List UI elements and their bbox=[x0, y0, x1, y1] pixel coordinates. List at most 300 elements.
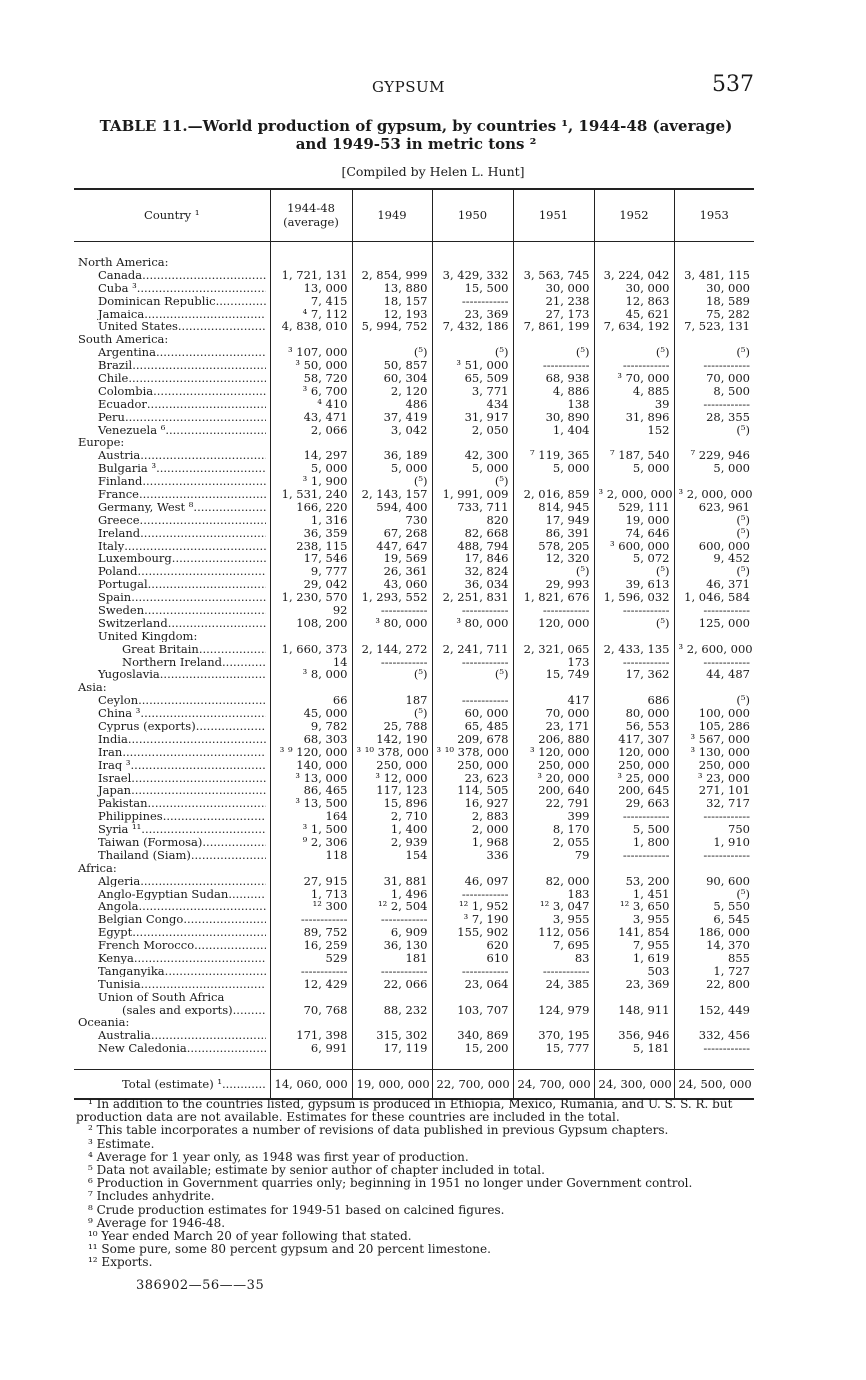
value-cell: 578, 205 bbox=[513, 539, 594, 552]
value-cell: 60, 304 bbox=[352, 372, 432, 385]
value-cell bbox=[432, 990, 513, 1003]
total-cell: 24, 300, 000 bbox=[594, 1069, 674, 1099]
value-cell: ------------ bbox=[674, 604, 754, 617]
country-cell: China ³ ..... bbox=[74, 707, 270, 720]
value-cell: 5, 550 bbox=[674, 900, 754, 913]
value-cell: (⁵) bbox=[674, 694, 754, 707]
country-cell: Great Britain ..... bbox=[74, 642, 270, 655]
table-row bbox=[74, 462, 754, 475]
value-cell: 37, 419 bbox=[352, 410, 432, 423]
value-cell bbox=[270, 1016, 352, 1029]
value-cell: 3, 771 bbox=[432, 384, 513, 397]
value-cell bbox=[594, 990, 674, 1003]
country-cell: Italy ..... bbox=[74, 539, 270, 552]
value-cell: 66 bbox=[270, 694, 352, 707]
value-cell: ³ 80, 000 bbox=[352, 616, 432, 629]
country-cell: United States ..... bbox=[74, 320, 270, 333]
country-cell: Belgian Congo ..... bbox=[74, 913, 270, 926]
table-row bbox=[74, 539, 754, 552]
value-cell: ------------ bbox=[594, 359, 674, 372]
country-cell: Syria ¹¹ ..... bbox=[74, 823, 270, 836]
value-cell: 27, 173 bbox=[513, 307, 594, 320]
value-cell: 4, 838, 010 bbox=[270, 320, 352, 333]
value-cell bbox=[594, 436, 674, 449]
value-cell: 12, 320 bbox=[513, 552, 594, 565]
value-cell: 447, 647 bbox=[352, 539, 432, 552]
value-cell bbox=[513, 256, 594, 269]
table-row bbox=[74, 913, 754, 926]
value-cell: ⁴ 410 bbox=[270, 397, 352, 410]
value-cell: (⁵) bbox=[432, 475, 513, 488]
value-cell: 820 bbox=[432, 513, 513, 526]
value-cell: 332, 456 bbox=[674, 1029, 754, 1042]
value-cell bbox=[513, 333, 594, 346]
value-cell: 12, 863 bbox=[594, 294, 674, 307]
table-row bbox=[74, 874, 754, 887]
value-cell: (⁵) bbox=[674, 423, 754, 436]
value-cell bbox=[674, 256, 754, 269]
country-cell: Israel ..... bbox=[74, 771, 270, 784]
table-row bbox=[74, 281, 754, 294]
footnote: ⁷ Includes anhydrite. bbox=[88, 1189, 215, 1204]
value-cell: 336 bbox=[432, 848, 513, 861]
value-cell: 103, 707 bbox=[432, 1003, 513, 1016]
value-cell: ³ 7, 190 bbox=[432, 913, 513, 926]
value-cell bbox=[270, 436, 352, 449]
value-cell: 4, 886 bbox=[513, 384, 594, 397]
value-cell: ⁹ 2, 306 bbox=[270, 836, 352, 849]
value-cell: ------------ bbox=[674, 1042, 754, 1055]
country-cell: Canada ..... bbox=[74, 268, 270, 281]
value-cell bbox=[352, 256, 432, 269]
value-cell: 9, 782 bbox=[270, 720, 352, 733]
value-cell: 32, 717 bbox=[674, 797, 754, 810]
col-header: 1944-48 (average) bbox=[270, 189, 352, 241]
running-header bbox=[0, 72, 866, 102]
value-cell: (⁵) bbox=[674, 565, 754, 578]
value-cell bbox=[674, 333, 754, 346]
value-cell: 1, 619 bbox=[594, 952, 674, 965]
table-row bbox=[74, 745, 754, 758]
country-cell: Austria ..... bbox=[74, 449, 270, 462]
value-cell: 1, 660, 373 bbox=[270, 642, 352, 655]
value-cell: 186, 000 bbox=[674, 926, 754, 939]
page-number: 537 bbox=[712, 72, 754, 97]
table-row bbox=[74, 926, 754, 939]
value-cell: 31, 896 bbox=[594, 410, 674, 423]
value-cell: ³ 120, 000 bbox=[513, 745, 594, 758]
value-cell: 17, 949 bbox=[513, 513, 594, 526]
value-cell bbox=[674, 861, 754, 874]
table-row bbox=[74, 488, 754, 501]
value-cell: 125, 000 bbox=[674, 616, 754, 629]
footnote: ² This table incorporates a number of revisions of data published in previous Gypsum chapters. bbox=[88, 1123, 669, 1138]
table-row bbox=[74, 668, 754, 681]
table-row bbox=[74, 423, 754, 436]
value-cell: 209, 678 bbox=[432, 732, 513, 745]
country-cell: Thailand (Siam) ..... bbox=[74, 848, 270, 861]
col-header: 1953 bbox=[674, 189, 754, 241]
country-cell: Yugoslavia ..... bbox=[74, 668, 270, 681]
value-cell: 250, 000 bbox=[594, 758, 674, 771]
value-cell: 30, 000 bbox=[594, 281, 674, 294]
value-cell: 88, 232 bbox=[352, 1003, 432, 1016]
value-cell: (⁵) bbox=[352, 668, 432, 681]
table-row bbox=[74, 655, 754, 668]
spacer-row bbox=[74, 241, 754, 256]
value-cell: ³ 80, 000 bbox=[432, 616, 513, 629]
value-cell: 503 bbox=[594, 964, 674, 977]
total-cell: 14, 060, 000 bbox=[270, 1069, 352, 1099]
table-row bbox=[74, 642, 754, 655]
value-cell: 750 bbox=[674, 823, 754, 836]
value-cell: 3, 042 bbox=[352, 423, 432, 436]
value-cell: 399 bbox=[513, 810, 594, 823]
value-cell: ------------ bbox=[270, 913, 352, 926]
country-cell: Angola ..... bbox=[74, 900, 270, 913]
value-cell: 23, 171 bbox=[513, 720, 594, 733]
table-row bbox=[74, 410, 754, 423]
value-cell: 6, 909 bbox=[352, 926, 432, 939]
value-cell bbox=[594, 629, 674, 642]
value-cell bbox=[270, 681, 352, 694]
value-cell bbox=[432, 333, 513, 346]
table-row bbox=[74, 565, 754, 578]
value-cell: ³ 130, 000 bbox=[674, 745, 754, 758]
country-cell: France ..... bbox=[74, 488, 270, 501]
table-row bbox=[74, 797, 754, 810]
country-cell: Anglo-Egyptian Sudan ..... bbox=[74, 887, 270, 900]
value-cell: 142, 190 bbox=[352, 732, 432, 745]
value-cell: 5, 000 bbox=[594, 462, 674, 475]
total-cell: 24, 700, 000 bbox=[513, 1069, 594, 1099]
footnotes bbox=[76, 1098, 756, 1270]
value-cell: ------------ bbox=[432, 964, 513, 977]
value-cell: 70, 000 bbox=[513, 707, 594, 720]
value-cell: 12, 193 bbox=[352, 307, 432, 320]
value-cell: 1, 316 bbox=[270, 513, 352, 526]
value-cell: 9, 777 bbox=[270, 565, 352, 578]
value-cell: 7, 634, 192 bbox=[594, 320, 674, 333]
value-cell: 7, 432, 186 bbox=[432, 320, 513, 333]
section-title: GYPSUM bbox=[372, 78, 445, 96]
value-cell: 82, 668 bbox=[432, 526, 513, 539]
value-cell: 32, 824 bbox=[432, 565, 513, 578]
value-cell: 29, 042 bbox=[270, 578, 352, 591]
value-cell: 124, 979 bbox=[513, 1003, 594, 1016]
value-cell: 1, 230, 570 bbox=[270, 591, 352, 604]
value-cell bbox=[270, 990, 352, 1003]
value-cell: 5, 000 bbox=[674, 462, 754, 475]
header-row bbox=[74, 189, 754, 241]
value-cell bbox=[270, 256, 352, 269]
value-cell: ³ 51, 000 bbox=[432, 359, 513, 372]
value-cell: ⁴ 7, 112 bbox=[270, 307, 352, 320]
value-cell bbox=[674, 629, 754, 642]
table-row bbox=[74, 359, 754, 372]
value-cell: (⁵) bbox=[432, 346, 513, 359]
value-cell: ------------ bbox=[513, 604, 594, 617]
table-row bbox=[74, 990, 754, 1003]
col-header: 1951 bbox=[513, 189, 594, 241]
value-cell: 2, 144, 272 bbox=[352, 642, 432, 655]
table-row bbox=[74, 771, 754, 784]
value-cell: (⁵) bbox=[674, 526, 754, 539]
value-cell: 13, 880 bbox=[352, 281, 432, 294]
value-cell: ------------ bbox=[432, 694, 513, 707]
value-cell: ------------ bbox=[432, 604, 513, 617]
table-row bbox=[74, 887, 754, 900]
value-cell: ------------ bbox=[594, 604, 674, 617]
value-cell: 31, 917 bbox=[432, 410, 513, 423]
value-cell: 7, 695 bbox=[513, 939, 594, 952]
value-cell: 1, 046, 584 bbox=[674, 591, 754, 604]
value-cell bbox=[270, 333, 352, 346]
value-cell: 7, 523, 131 bbox=[674, 320, 754, 333]
value-cell: 67, 268 bbox=[352, 526, 432, 539]
value-cell: 74, 646 bbox=[594, 526, 674, 539]
value-cell: 44, 487 bbox=[674, 668, 754, 681]
value-cell: 1, 910 bbox=[674, 836, 754, 849]
value-cell: 23, 623 bbox=[432, 771, 513, 784]
value-cell: 370, 195 bbox=[513, 1029, 594, 1042]
col-header: 1949 bbox=[352, 189, 432, 241]
country-cell: Tanganyika ..... bbox=[74, 964, 270, 977]
value-cell: 7, 955 bbox=[594, 939, 674, 952]
value-cell: 14 bbox=[270, 655, 352, 668]
value-cell: 238, 115 bbox=[270, 539, 352, 552]
value-cell: 733, 711 bbox=[432, 500, 513, 513]
country-cell: Greece ..... bbox=[74, 513, 270, 526]
value-cell: ------------ bbox=[352, 913, 432, 926]
value-cell: 138 bbox=[513, 397, 594, 410]
value-cell: 23, 369 bbox=[594, 977, 674, 990]
value-cell: 80, 000 bbox=[594, 707, 674, 720]
value-cell: 25, 788 bbox=[352, 720, 432, 733]
value-cell: ³ 2, 000, 000 bbox=[594, 488, 674, 501]
country-cell: Union of South Africa bbox=[98, 990, 225, 1004]
value-cell bbox=[513, 629, 594, 642]
value-cell bbox=[594, 475, 674, 488]
table-row bbox=[74, 823, 754, 836]
table-title-line2: and 1949-53 in metric tons ² bbox=[295, 135, 537, 153]
value-cell: 171, 398 bbox=[270, 1029, 352, 1042]
value-cell: 27, 915 bbox=[270, 874, 352, 887]
value-cell: 3, 481, 115 bbox=[674, 268, 754, 281]
value-cell: 814, 945 bbox=[513, 500, 594, 513]
value-cell: 1, 531, 240 bbox=[270, 488, 352, 501]
value-cell: ------------ bbox=[674, 359, 754, 372]
value-cell: 2, 055 bbox=[513, 836, 594, 849]
value-cell: 2, 016, 859 bbox=[513, 488, 594, 501]
production-table bbox=[74, 188, 754, 1100]
value-cell: 2, 251, 831 bbox=[432, 591, 513, 604]
value-cell: ------------ bbox=[594, 810, 674, 823]
value-cell: ³ 600, 000 bbox=[594, 539, 674, 552]
value-cell: ¹² 3, 650 bbox=[594, 900, 674, 913]
country-cell: Peru ..... bbox=[74, 410, 270, 423]
value-cell: 75, 282 bbox=[674, 307, 754, 320]
value-cell: ------------ bbox=[432, 655, 513, 668]
value-cell: 152 bbox=[594, 423, 674, 436]
value-cell: 623, 961 bbox=[674, 500, 754, 513]
value-cell: 6, 545 bbox=[674, 913, 754, 926]
value-cell: 43, 060 bbox=[352, 578, 432, 591]
value-cell: 17, 846 bbox=[432, 552, 513, 565]
value-cell: 2, 066 bbox=[270, 423, 352, 436]
spacer-row bbox=[74, 1055, 754, 1070]
value-cell: 29, 993 bbox=[513, 578, 594, 591]
value-cell: 22, 800 bbox=[674, 977, 754, 990]
value-cell: (⁵) bbox=[513, 565, 594, 578]
value-cell bbox=[594, 333, 674, 346]
footnote: ⁶ Production in Government quarries only; beginning in 1951 no longer under Government control. bbox=[88, 1176, 693, 1191]
value-cell: 5, 000 bbox=[432, 462, 513, 475]
value-cell: 3, 224, 042 bbox=[594, 268, 674, 281]
value-cell: 31, 881 bbox=[352, 874, 432, 887]
value-cell: 22, 066 bbox=[352, 977, 432, 990]
value-cell: 70, 000 bbox=[674, 372, 754, 385]
value-cell: 1, 721, 131 bbox=[270, 268, 352, 281]
value-cell: 2, 120 bbox=[352, 384, 432, 397]
total-cell: 24, 500, 000 bbox=[674, 1069, 754, 1099]
country-cell: Chile ..... bbox=[74, 372, 270, 385]
value-cell: 620 bbox=[432, 939, 513, 952]
value-cell bbox=[352, 861, 432, 874]
country-cell: Oceania: bbox=[78, 1016, 130, 1029]
value-cell: 1, 991, 009 bbox=[432, 488, 513, 501]
value-cell: ³ 70, 000 bbox=[594, 372, 674, 385]
value-cell: 65, 485 bbox=[432, 720, 513, 733]
table-row bbox=[74, 964, 754, 977]
value-cell: 105, 286 bbox=[674, 720, 754, 733]
table-row bbox=[74, 1029, 754, 1042]
value-cell: 86, 465 bbox=[270, 784, 352, 797]
value-cell: 148, 911 bbox=[594, 1003, 674, 1016]
value-cell: 250, 000 bbox=[352, 758, 432, 771]
value-cell: 68, 938 bbox=[513, 372, 594, 385]
country-cell: Finland ..... bbox=[74, 475, 270, 488]
value-cell: 315, 302 bbox=[352, 1029, 432, 1042]
country-cell: Germany, West ⁸ ..... bbox=[74, 500, 270, 513]
value-cell: ³ 567, 000 bbox=[674, 732, 754, 745]
value-cell: ------------ bbox=[594, 848, 674, 861]
footnote: ³ Estimate. bbox=[88, 1136, 155, 1151]
country-cell: South America: bbox=[78, 332, 169, 346]
value-cell: 56, 553 bbox=[594, 720, 674, 733]
value-cell: 173 bbox=[513, 655, 594, 668]
country-cell: Venezuela ⁶ ..... bbox=[74, 423, 270, 436]
value-cell: 2, 883 bbox=[432, 810, 513, 823]
total-cell: 22, 700, 000 bbox=[432, 1069, 513, 1099]
value-cell: 18, 589 bbox=[674, 294, 754, 307]
value-cell: 183 bbox=[513, 887, 594, 900]
value-cell: 36, 130 bbox=[352, 939, 432, 952]
table-row bbox=[74, 732, 754, 745]
table-title-line1: TABLE 11.—World production of gypsum, by countries ¹, 1944-48 (average) bbox=[99, 117, 733, 135]
value-cell: 26, 361 bbox=[352, 565, 432, 578]
value-cell: 24, 385 bbox=[513, 977, 594, 990]
value-cell: 60, 000 bbox=[432, 707, 513, 720]
value-cell: ------------ bbox=[674, 655, 754, 668]
value-cell: 5, 181 bbox=[594, 1042, 674, 1055]
value-cell: 30, 890 bbox=[513, 410, 594, 423]
value-cell: 14, 297 bbox=[270, 449, 352, 462]
value-cell: 46, 371 bbox=[674, 578, 754, 591]
value-cell: ³ 23, 000 bbox=[674, 771, 754, 784]
value-cell bbox=[432, 629, 513, 642]
country-cell: Japan ..... bbox=[74, 784, 270, 797]
value-cell: 529, 111 bbox=[594, 500, 674, 513]
value-cell: 181 bbox=[352, 952, 432, 965]
value-cell: 42, 300 bbox=[432, 449, 513, 462]
value-cell: 594, 400 bbox=[352, 500, 432, 513]
country-cell: Cyprus (exports) ..... bbox=[74, 720, 270, 733]
value-cell: (⁵) bbox=[352, 707, 432, 720]
value-cell: 610 bbox=[432, 952, 513, 965]
value-cell: 356, 946 bbox=[594, 1029, 674, 1042]
value-cell: (⁵) bbox=[513, 346, 594, 359]
value-cell: 3, 955 bbox=[513, 913, 594, 926]
country-cell: Iraq ³ ..... bbox=[74, 758, 270, 771]
value-cell: 100, 000 bbox=[674, 707, 754, 720]
table-row bbox=[74, 449, 754, 462]
country-cell: Jamaica ..... bbox=[74, 307, 270, 320]
value-cell: 117, 123 bbox=[352, 784, 432, 797]
value-cell: 65, 509 bbox=[432, 372, 513, 385]
value-cell: ------------ bbox=[352, 964, 432, 977]
value-cell: ⁷ 187, 540 bbox=[594, 449, 674, 462]
col-header: 1950 bbox=[432, 189, 513, 241]
value-cell: 120, 000 bbox=[513, 616, 594, 629]
value-cell: 1, 293, 552 bbox=[352, 591, 432, 604]
value-cell: 29, 663 bbox=[594, 797, 674, 810]
country-cell: (sales and exports) ..... bbox=[74, 1003, 270, 1016]
col-header: 1952 bbox=[594, 189, 674, 241]
value-cell: 83 bbox=[513, 952, 594, 965]
value-cell bbox=[674, 1016, 754, 1029]
value-cell bbox=[513, 475, 594, 488]
value-cell: 16, 259 bbox=[270, 939, 352, 952]
table-row bbox=[74, 578, 754, 591]
value-cell: 166, 220 bbox=[270, 500, 352, 513]
table-row bbox=[74, 939, 754, 952]
table-row bbox=[74, 810, 754, 823]
value-cell: 17, 546 bbox=[270, 552, 352, 565]
value-cell: 600, 000 bbox=[674, 539, 754, 552]
value-cell: 21, 238 bbox=[513, 294, 594, 307]
country-cell: Poland ..... bbox=[74, 565, 270, 578]
value-cell: (⁵) bbox=[352, 346, 432, 359]
value-cell: 8, 170 bbox=[513, 823, 594, 836]
value-cell: ------------ bbox=[513, 359, 594, 372]
country-cell: United Kingdom: bbox=[98, 629, 198, 643]
country-cell: Iran ..... bbox=[74, 745, 270, 758]
value-cell: 19, 569 bbox=[352, 552, 432, 565]
value-cell: 206, 880 bbox=[513, 732, 594, 745]
value-cell: 19, 000 bbox=[594, 513, 674, 526]
value-cell bbox=[513, 1016, 594, 1029]
value-cell: 4, 885 bbox=[594, 384, 674, 397]
value-cell bbox=[352, 333, 432, 346]
value-cell: (⁵) bbox=[674, 887, 754, 900]
value-cell: 68, 303 bbox=[270, 732, 352, 745]
value-cell: 30, 000 bbox=[513, 281, 594, 294]
table-row bbox=[74, 707, 754, 720]
value-cell: (⁵) bbox=[674, 513, 754, 526]
value-cell: 434 bbox=[432, 397, 513, 410]
country-cell: Taiwan (Formosa) ..... bbox=[74, 836, 270, 849]
